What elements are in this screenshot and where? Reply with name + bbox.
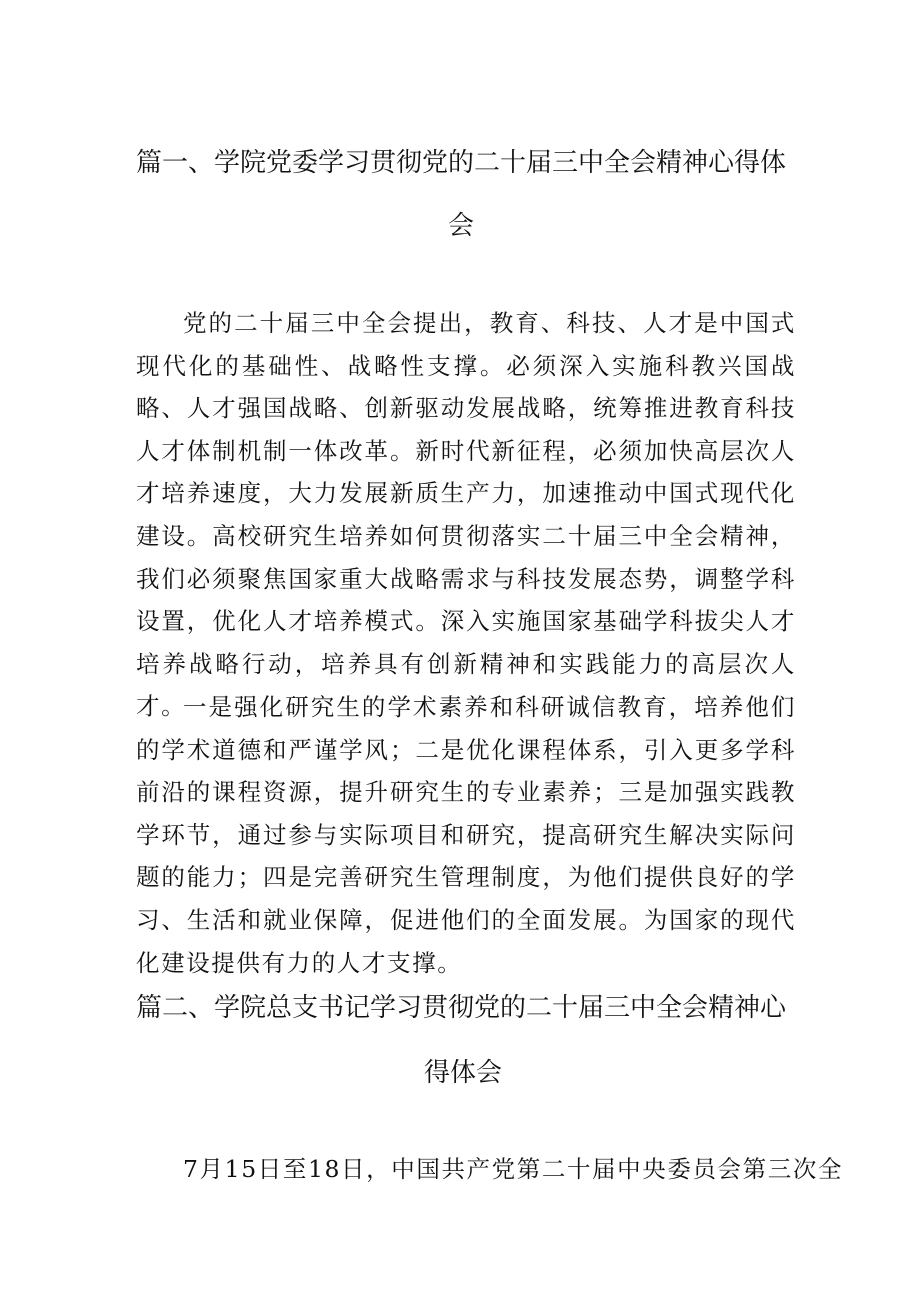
section2-paragraph-1: 7月15日至18日，中国共产党第二十届中央委员会第三次全	[183, 1155, 844, 1183]
section2-title-line1: 篇二、学院总支书记学习贯彻党的二十届三中全会精神心	[136, 993, 787, 1023]
section1-title-line1: 篇一、学院党委学习贯彻党的二十届三中全会精神心得体	[136, 148, 787, 178]
section1-paragraph-2: 一是强化研究生的学术素养和科研诚信教育，培养他们的学术道德和严谨学风；二是优化课程体系，引入更多学科前沿的课程资源，提升研究生的专业素养；三是加强实践教学环节，通过参与实际项目和研究，提高研究生解决实际问题的能力；四是完善研究生管理制度，为他们提供良好的学习、生活和就业保障，促进他们的全面发展。为国家的现代化建设提供有力的人才支撑。	[136, 693, 796, 977]
section2-title-line2: 得体会	[424, 1058, 503, 1088]
section1-paragraph-1: 党的二十届三中全会提出，教育、科技、人才是中国式现代化的基础性、战略性支撑。必须深入实施科教兴国战略、人才强国战略、创新驱动发展战略，统筹推进教育科技人才体制机制一体改革。新时代新征程，必须加快高层次人才培养速度，大力发展新质生产力，加速推动中国式现代化建设。高校研究生培养如何贯彻落实二十届三中全会精神，我们必须聚焦国家重大战略需求与科技发展态势，调整学科设置，优化人才培养模式。深入实施国家基础学科拔尖人才培养战略行动，培养具有创新精神和实践能力的高层次人才。	[136, 309, 796, 721]
section1-title-line2: 会	[448, 211, 475, 241]
